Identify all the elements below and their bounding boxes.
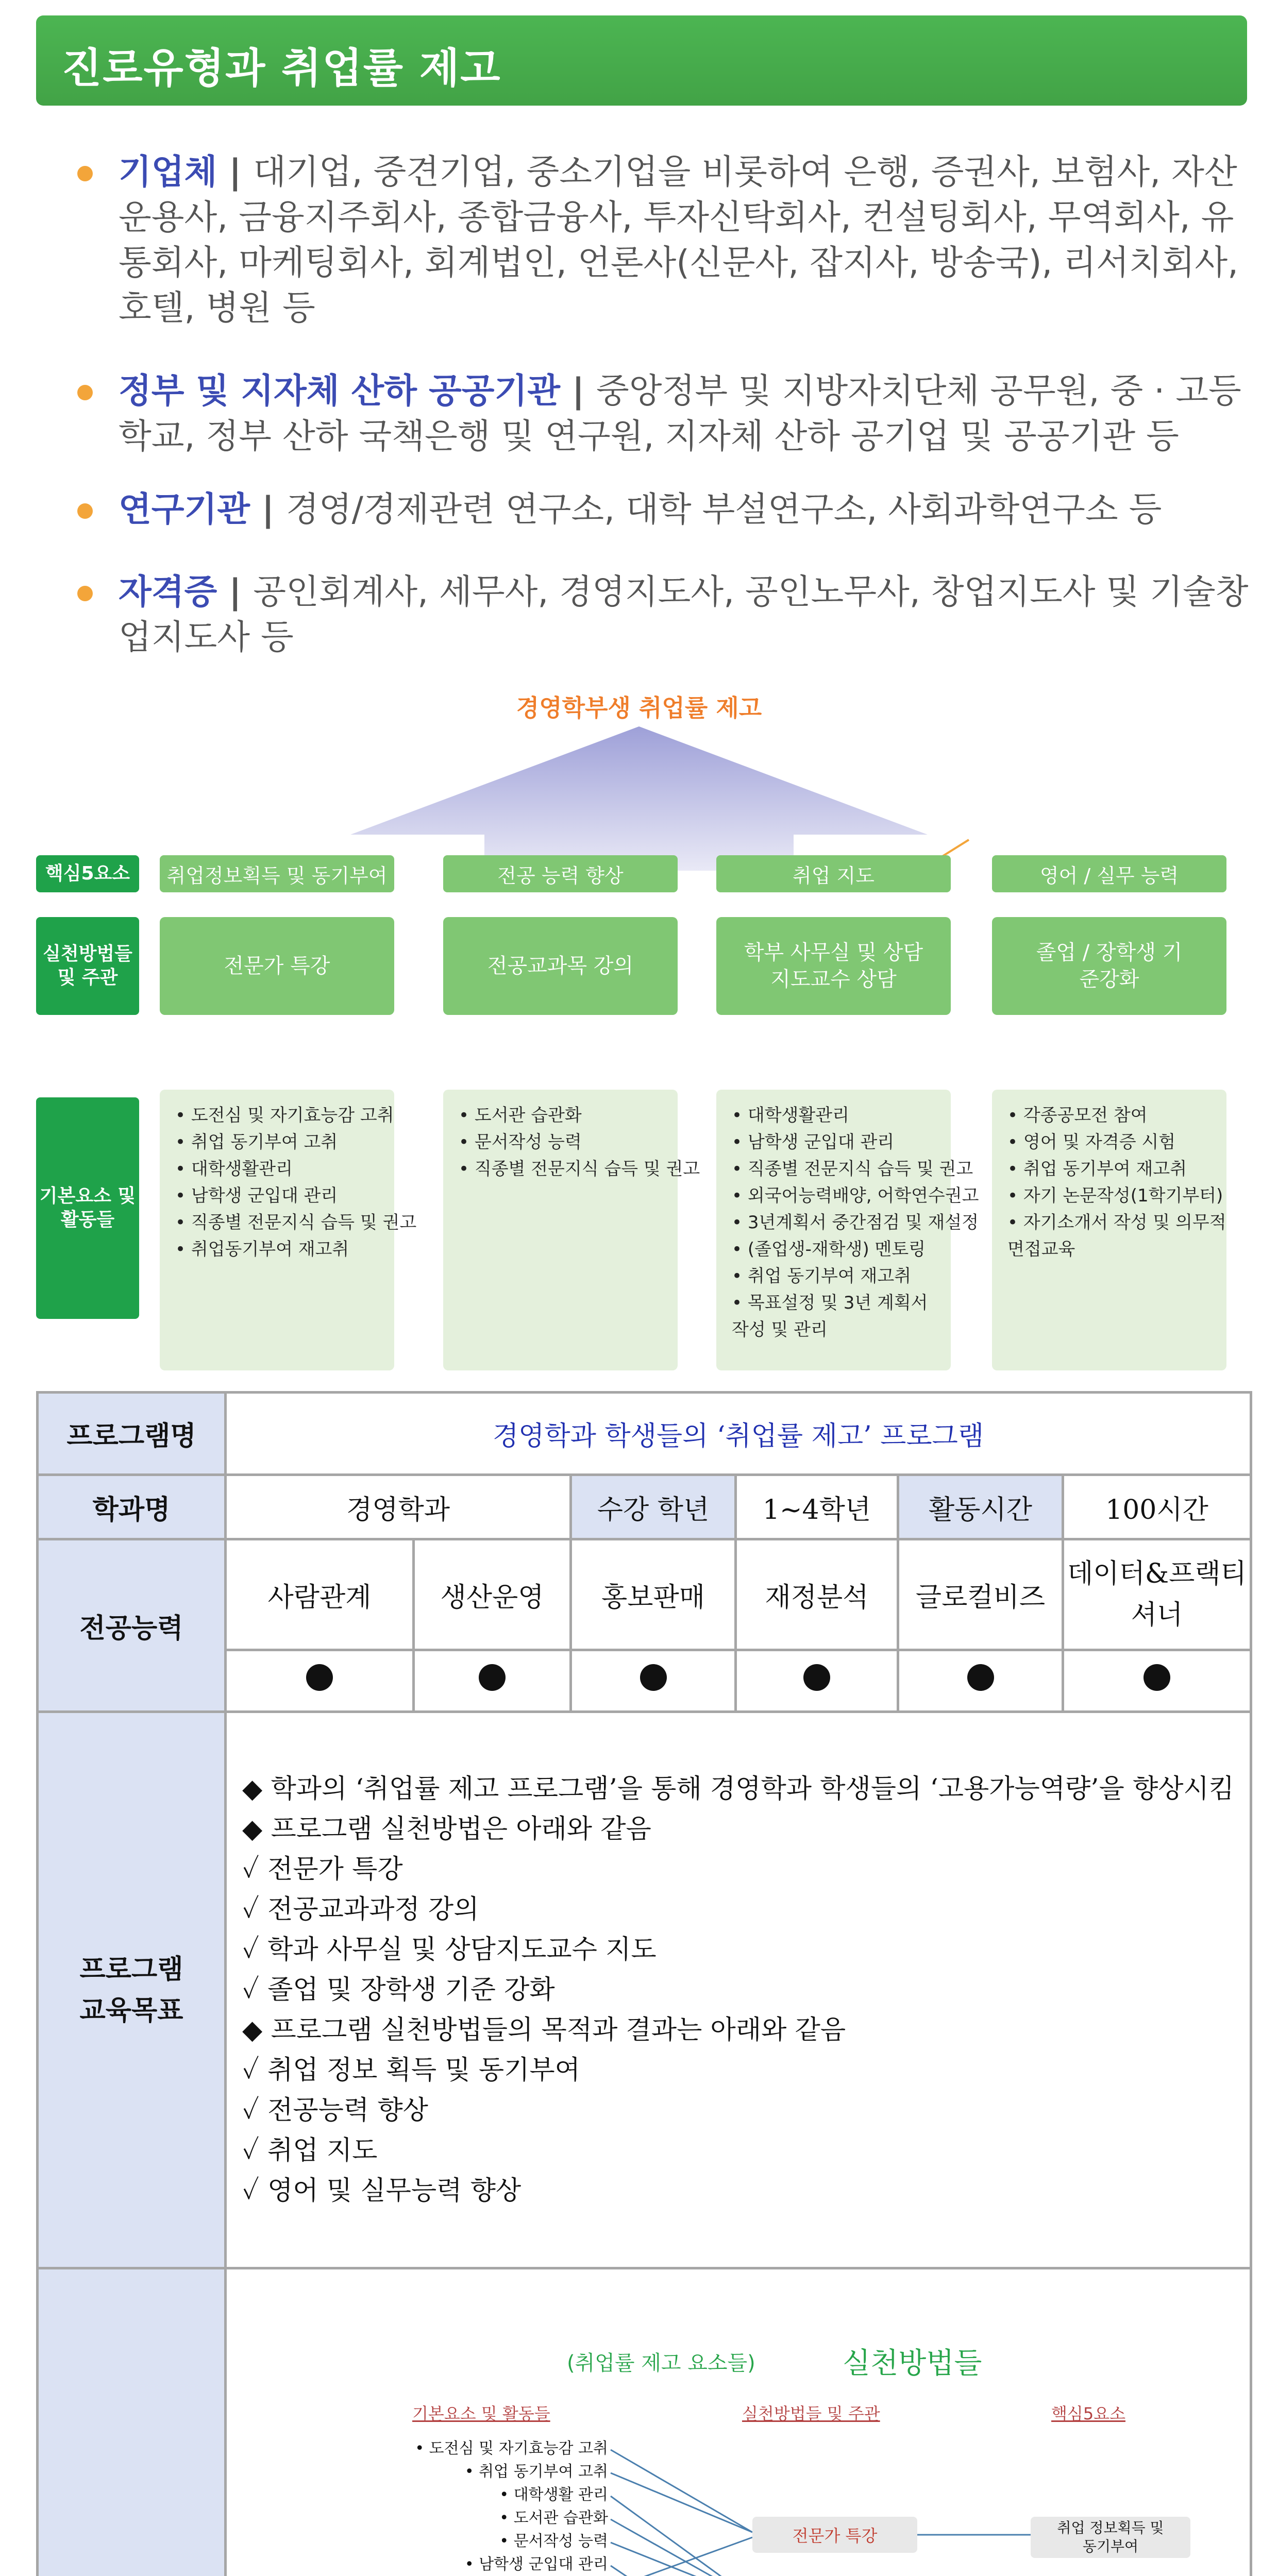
activity-item: • 목표설정 및 3년 계획서 (732, 1293, 928, 1313)
goal-item: ✓ 취업 지도 (242, 2135, 378, 2166)
competency-item: 재정분석 (736, 1539, 898, 1650)
content-activity: • 문서작성 능력 (499, 2532, 608, 2550)
filled-dot-icon (803, 1664, 830, 1691)
career-head: 연구기관 (119, 489, 250, 529)
content-activity: • 도서관 습관화 (499, 2509, 608, 2527)
grade-value: 1~4학년 (736, 1475, 898, 1539)
goal-item: ✓ 전공능력 향상 (242, 2095, 428, 2126)
competency-check (226, 1650, 414, 1712)
activity-item: • 취업 동기부여 재고취 (1007, 1159, 1187, 1179)
method-box: 전문가 특강 (160, 917, 394, 1015)
activity-item: • 직종별 전문지식 습득 및 권고 (459, 1159, 700, 1179)
goal-item: ✓ 졸업 및 장학생 기준 강화 (242, 1974, 555, 2005)
grade-label: 수강 학년 (571, 1475, 736, 1539)
filled-dot-icon (479, 1664, 506, 1691)
activity-box (992, 1090, 1226, 1370)
career-item-license: 자격증 | 공인회계사, 세무사, 경영지도사, 공인노무사, 창업지도사 및 기술창업지도사 등 (67, 569, 1252, 662)
activity-item: • 영어 및 자격증 시험 (1007, 1132, 1176, 1153)
content-activity: • 도전심 및 자기효능감 고취 (415, 2439, 608, 2458)
content-activity: • 남학생 군입대 관리 (464, 2555, 608, 2573)
competency-item: 생산운영 (414, 1539, 571, 1650)
activity-item: • 직종별 전문지식 습득 및 권고 (732, 1159, 973, 1179)
employment-diagram (31, 680, 1247, 1381)
activity-item: • 문서작성 능력 (459, 1132, 582, 1153)
bullet-dot-icon (77, 385, 93, 400)
career-body: 중앙정부 및 지방자치단체 공무원, 중 · 고등학교, 정부 산하 국책은행 및 연구원, 지자체 산하 공기업 및 공공기관 등 (119, 371, 1241, 456)
career-item-research: 연구기관 | 경영/경제관련 연구소, 대학 부설연구소, 사회과학연구소 등 (67, 487, 1252, 533)
activity-item: • 남학생 군입대 관리 (732, 1132, 895, 1153)
row-label-methods: 실천방법들 및 주관 (36, 917, 139, 1015)
content-title-small: (취업률 제고 요소들) (567, 2351, 755, 2375)
career-item-company: 기업체 | 대기업, 중견기업, 중소기업을 비롯하여 은행, 증권사, 보험사, 자산운용사, 금융지주회사, 종합금융사, 투자신탁회사, 컨설팅회사, 무역회사, 유통회사, 마케팅회사, 회계법인, 언론사(신문사, 잡지사, 방송국), 리서치회사, 호텔, 병원 등 (67, 149, 1252, 345)
section-banner (36, 15, 1247, 106)
program-table (36, 1391, 1252, 2576)
content-method-box: 전문가 특강 (752, 2517, 917, 2553)
content-diagram (227, 2269, 1250, 2576)
core-element: 취업 지도 (716, 855, 951, 892)
row-label-core: 핵심5요소 (36, 855, 139, 892)
core-element: 전공 능력 향상 (443, 855, 678, 892)
activity-box (160, 1090, 417, 1370)
activity-item: • 도전심 및 자기효능감 고취 (175, 1105, 394, 1126)
activity-item: • 취업동기부여 재고취 (175, 1239, 349, 1260)
goal-list (226, 1712, 1251, 2268)
time-label: 활동시간 (898, 1475, 1063, 1539)
program-name: 경영학과 학생들의 ‘취업률 제고’ 프로그램 (226, 1393, 1251, 1475)
competency-item: 홍보판매 (571, 1539, 736, 1650)
diagram-title: 경영학부생 취업률 제고 (516, 694, 762, 722)
activity-item: • 남학생 군입대 관리 (175, 1185, 338, 1206)
content-activity: • 취업 동기부여 고취 (464, 2463, 608, 2481)
goal-label: 프로그램 교육목표 (38, 1712, 226, 2268)
time-value: 100시간 (1063, 1475, 1251, 1539)
competency-check (898, 1650, 1063, 1712)
competency-check (414, 1650, 571, 1712)
activity-item: • 자기 논문작성(1학기부터) (1007, 1185, 1223, 1206)
section-title: 진로유형과 취업률 제고 (62, 44, 501, 92)
activity-item: • 대학생활관리 (175, 1159, 293, 1179)
bullet-dot-icon (77, 503, 93, 519)
core-element: 영어 / 실무 능력 (992, 855, 1226, 892)
competency-item: 데이터&프랙티셔너 (1063, 1539, 1251, 1650)
up-arrow-icon (350, 726, 928, 871)
content-activity-list (309, 2437, 608, 2576)
goal-item: ✓ 취업 정보 획득 및 동기부여 (242, 2055, 580, 2086)
activity-item: • 취업 동기부여 재고취 (732, 1266, 912, 1286)
goal-item: ◆ 학과의 ‘취업률 제고 프로그램’을 통해 경영학과 학생들의 ‘고용가능역량’을 향상시킴 (242, 1773, 1235, 1804)
competency-check (736, 1650, 898, 1712)
goal-item: ✓ 학과 사무실 및 상담지도교수 지도 (242, 1934, 657, 1965)
activity-item: • 각종공모전 참여 (1007, 1105, 1148, 1126)
content-col-right: 핵심5요소 (1051, 2404, 1126, 2424)
filled-dot-icon (1144, 1664, 1170, 1691)
competency-item: 글로컬비즈 (898, 1539, 1063, 1650)
content-label (38, 2268, 226, 2576)
activity-item: • 자기소개서 작성 및 의무적 (1007, 1212, 1226, 1233)
program-name-label: 프로그램명 (38, 1393, 226, 1475)
competency-item: 사람관계 (226, 1539, 414, 1650)
activity-item: • 외국어능력배양, 어학연수권고 (732, 1185, 979, 1206)
method-box: 전공교과목 강의 (443, 917, 678, 1015)
content-activity: • 대학생활 관리 (499, 2486, 608, 2504)
competency-label: 전공능력 (38, 1539, 226, 1712)
career-head: 정부 및 지자체 산하 공공기관 (119, 371, 560, 411)
goal-item: ✓ 전공교과과정 강의 (242, 1894, 479, 1925)
dept-value: 경영학과 (226, 1475, 571, 1539)
career-head: 기업체 (119, 152, 217, 192)
competency-check (1063, 1650, 1251, 1712)
activity-item: 작성 및 관리 (732, 1319, 828, 1340)
content-diagram-cell (226, 2268, 1251, 2576)
activity-item: • 직종별 전문지식 습득 및 권고 (175, 1212, 417, 1233)
filled-dot-icon (967, 1664, 994, 1691)
content-col-left: 기본요소 및 활동들 (412, 2404, 550, 2424)
bullet-dot-icon (77, 586, 93, 601)
activity-item: 면접교육 (1007, 1239, 1075, 1260)
career-head: 자격증 (119, 572, 217, 612)
filled-dot-icon (640, 1664, 667, 1691)
goal-item: ◆ 프로그램 실천방법은 아래와 같음 (242, 1814, 651, 1844)
activity-item: • (졸업생-재학생) 멘토링 (732, 1239, 926, 1260)
goal-item: ✓ 영어 및 실무능력 향상 (242, 2175, 522, 2206)
method-box: 졸업 / 장학생 기준강화 (992, 917, 1226, 1015)
activity-item: • 취업 동기부여 고취 (175, 1132, 338, 1153)
career-body: 경영/경제관련 연구소, 대학 부설연구소, 사회과학연구소 등 (286, 489, 1162, 529)
content-core-box: 취업 정보획득 및 동기부여 (1031, 2517, 1190, 2558)
activity-box (716, 1090, 979, 1370)
filled-dot-icon (306, 1664, 333, 1691)
bullet-dot-icon (77, 166, 93, 181)
dept-label: 학과명 (38, 1475, 226, 1539)
competency-check (571, 1650, 736, 1712)
career-body: 대기업, 중견기업, 중소기업을 비롯하여 은행, 증권사, 보험사, 자산운용사, 금융지주회사, 종합금융사, 투자신탁회사, 컨설팅회사, 무역회사, 유통회사, 마케팅회사, 회계법인, 언론사(신문사, 잡지사, 방송국), 리서치회사, 호텔, 병원 등 (119, 152, 1239, 328)
career-body: 공인회계사, 세무사, 경영지도사, 공인노무사, 창업지도사 및 기술창업지도사 등 (119, 572, 1249, 657)
method-box: 학부 사무실 및 상담지도교수 상담 (716, 917, 951, 1015)
activity-box (443, 1090, 700, 1370)
goal-item: ◆ 프로그램 실천방법들의 목적과 결과는 아래와 같음 (242, 2014, 846, 2045)
goal-item: ✓ 전문가 특강 (242, 1854, 403, 1885)
content-title-big: 실천방법들 (843, 2347, 982, 2380)
career-item-public: 정부 및 지자체 산하 공공기관 | 중앙정부 및 지방자치단체 공무원, 중 · 고등학교, 정부 산하 국책은행 및 연구원, 지자체 산하 공기업 및 공공기관 등 (67, 368, 1252, 461)
activity-item: • 도서관 습관화 (459, 1105, 582, 1126)
activity-item: • 대학생활관리 (732, 1105, 849, 1126)
row-label-activities: 기본요소 및 활동들 (36, 1097, 139, 1319)
content-col-mid: 실천방법들 및 주관 (742, 2404, 880, 2424)
activity-item: • 3년계획서 중간점검 및 재설정 (732, 1212, 979, 1233)
core-element: 취업정보획득 및 동기부여 (160, 855, 394, 892)
